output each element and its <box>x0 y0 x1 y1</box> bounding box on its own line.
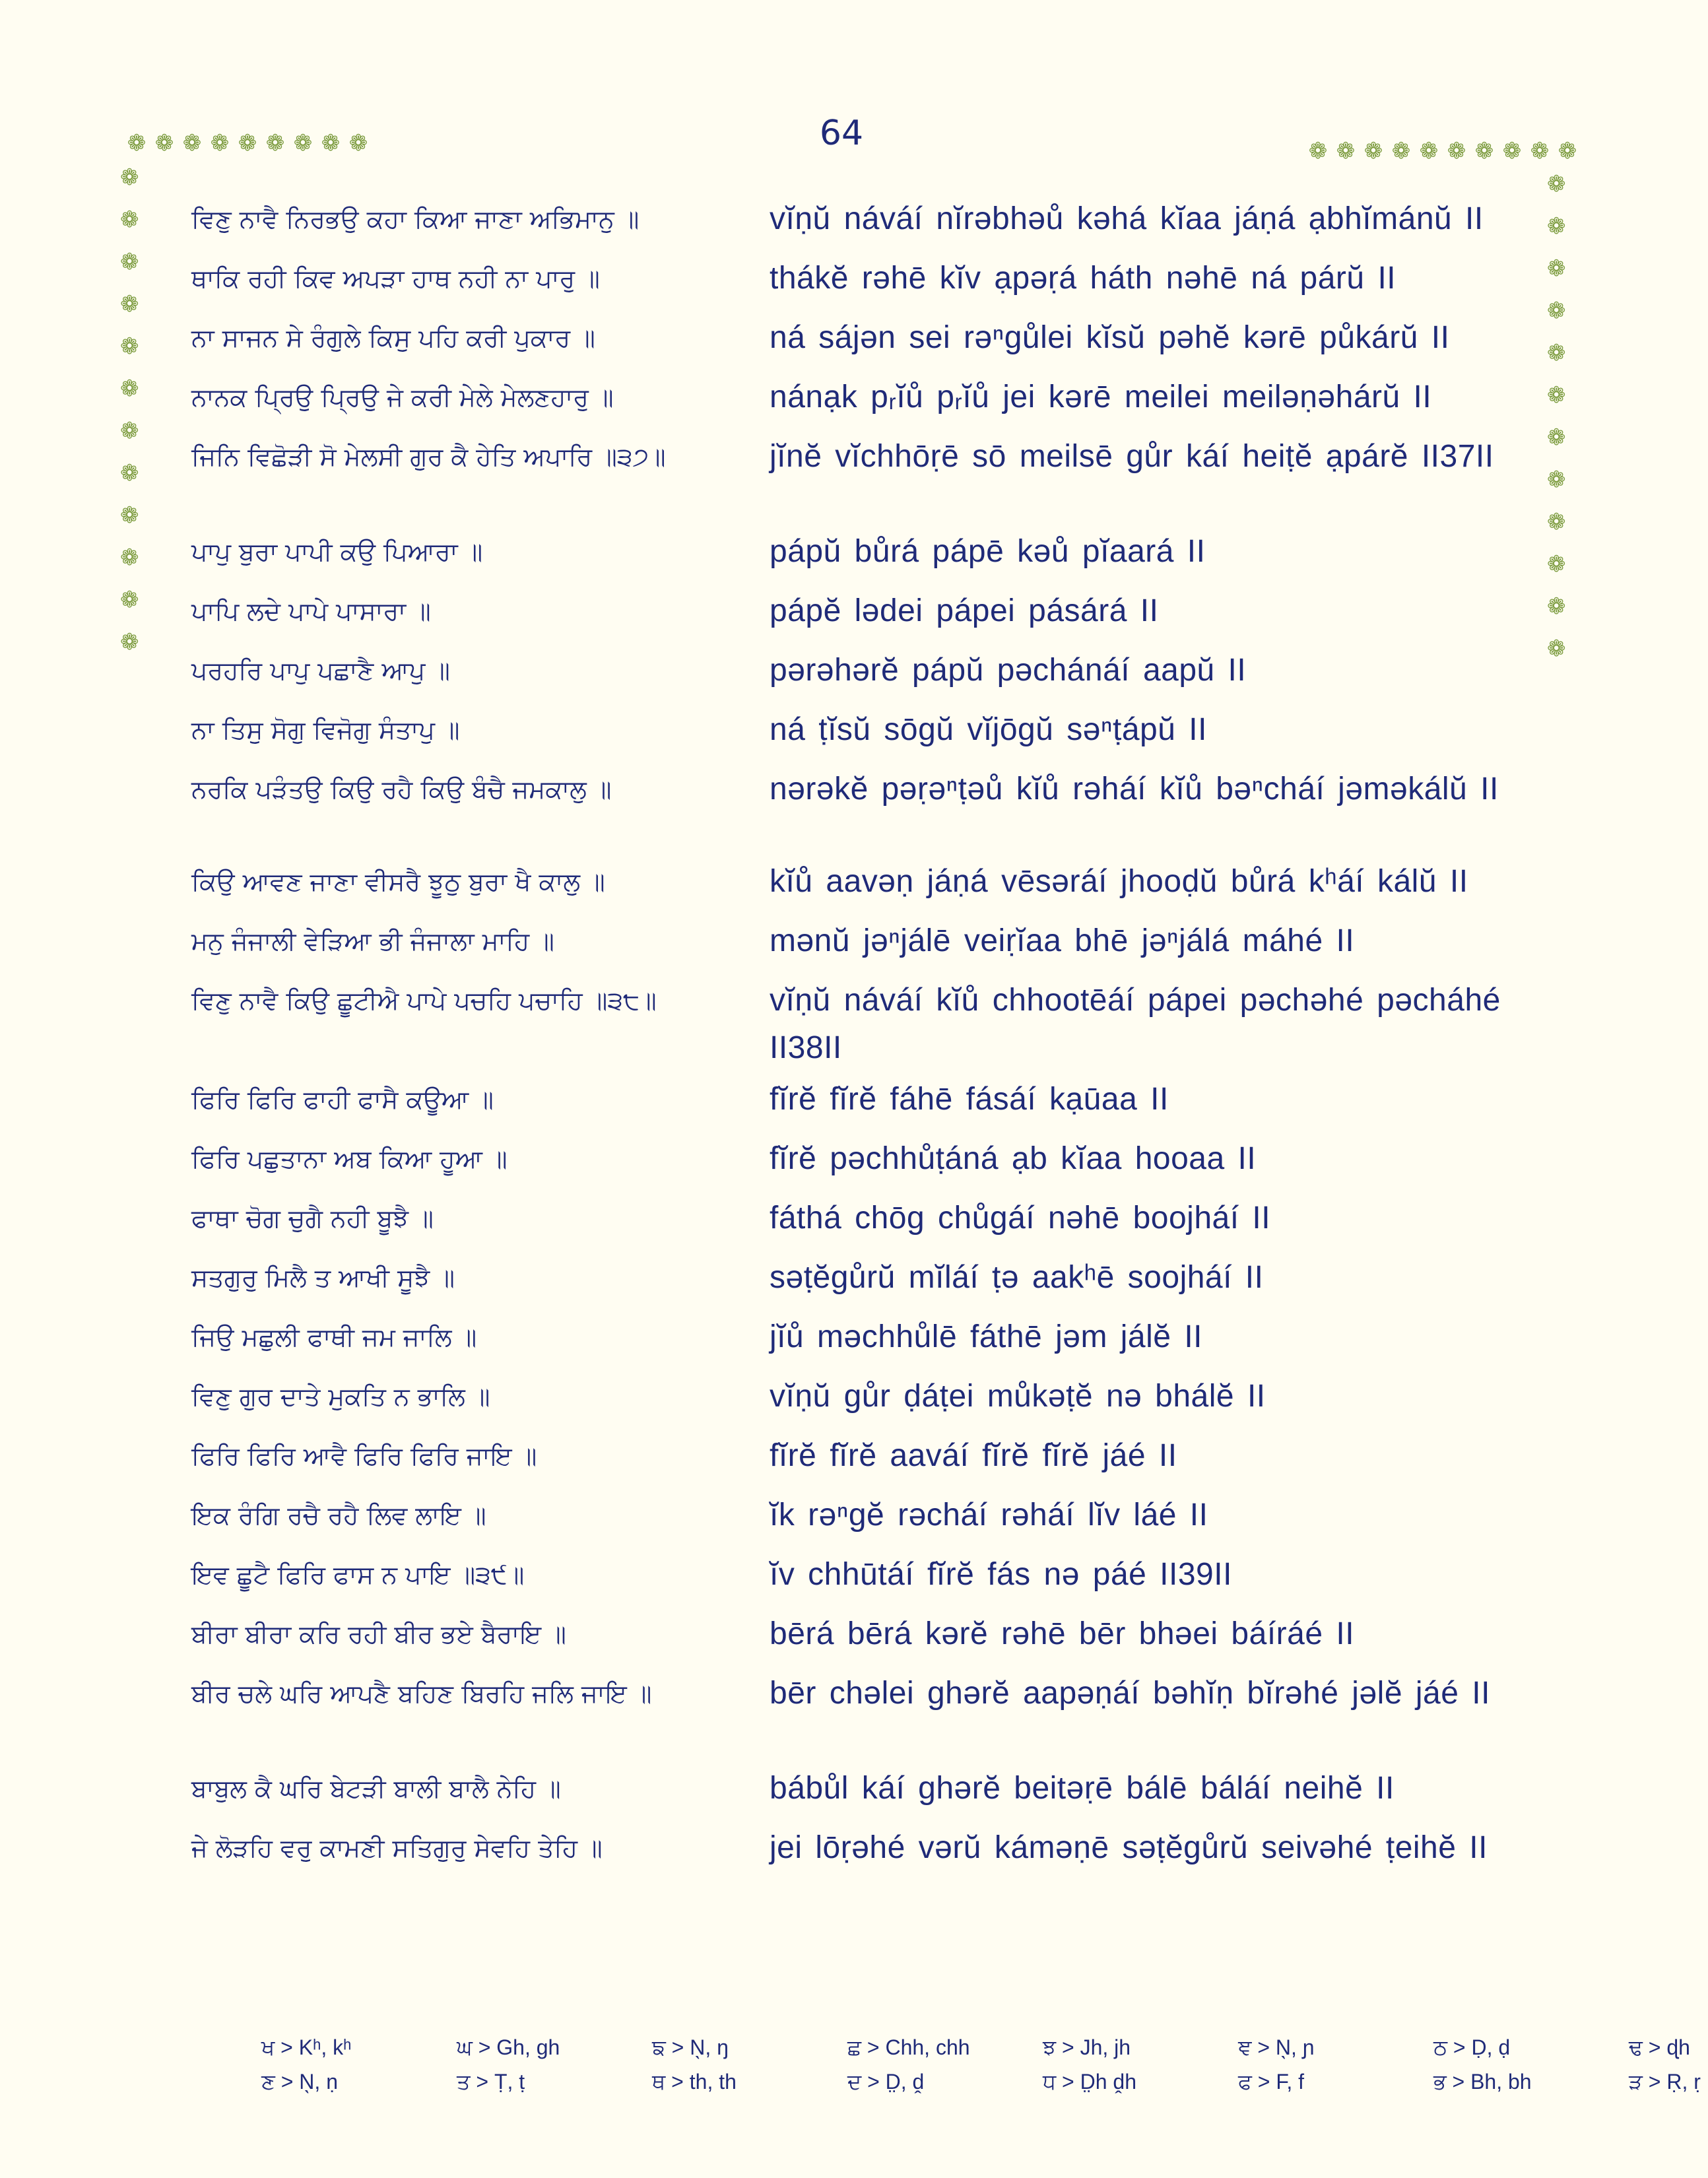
transliteration-text: vĭṇŭ náváí kĭů chhootēáí pápei pəchəhé pəcháhé II38II <box>770 983 1501 1065</box>
verse-line <box>191 1551 1518 1610</box>
flower-icon: ❁ <box>1547 509 1566 535</box>
flower-icon: ❁ <box>348 130 368 156</box>
key-entry: ੜ > Ṛ, ṛ <box>1629 2070 1701 2094</box>
gurmukhi-text: ਵਿਣੁ ਨਾਵੈ ਕਿਉ ਛੂਟੀਐ ਪਾਪੇ ਪਚਹਿ ਪਚਾਹਿ ॥੩੮॥ <box>191 986 657 1015</box>
verse-line <box>191 1076 1518 1135</box>
verse-table <box>191 195 1518 1919</box>
key-entry: ਧ > D̤h ḓh <box>1043 2070 1137 2094</box>
flower-icon: ❁ <box>1474 138 1494 164</box>
verse-line <box>191 1254 1518 1313</box>
verse-line <box>191 1824 1518 1919</box>
gurmukhi-text: ਜਿਉ ਮਛੁਲੀ ਫਾਥੀ ਜਮ ਜਾਲਿ ॥ <box>191 1323 477 1352</box>
flower-icon: ❁ <box>120 629 139 655</box>
gurmukhi-text: ਸਤਗੁਰੁ ਮਿਲੈ ਤ ਆਖੀ ਸੂਝੈ ॥ <box>191 1263 455 1292</box>
transliteration-text: pərəhərĕ pápŭ pəchánáí aapŭ II <box>770 653 1247 688</box>
flower-icon: ❁ <box>127 130 147 156</box>
verse-line <box>191 706 1518 766</box>
flower-icon: ❁ <box>1502 138 1522 164</box>
flower-icon: ❁ <box>265 130 285 156</box>
gurmukhi-text: ਫਿਰਿ ਫਿਰਿ ਆਵੈ ਫਿਰਿ ਫਿਰਿ ਜਾਇ ॥ <box>191 1441 537 1470</box>
flower-icon: ❁ <box>1547 298 1566 324</box>
flower-icon: ❁ <box>210 130 230 156</box>
gurmukhi-text: ਫਿਰਿ ਫਿਰਿ ਫਾਹੀ ਫਾਸੈ ਕਊਆ ॥ <box>191 1085 494 1114</box>
gurmukhi-text: ਵਿਣੁ ਗੁਰ ਦਾਤੇ ਮੁਕਤਿ ਨ ਭਾਲਿ ॥ <box>191 1382 490 1411</box>
transliteration-text: fáthá chōg chůgáí nəhē boojháí II <box>770 1201 1271 1236</box>
verse-line <box>191 195 1518 255</box>
key-row <box>261 2030 1708 2064</box>
flower-icon: ❁ <box>120 249 139 275</box>
flower-icon: ❁ <box>120 376 139 402</box>
flower-icon: ❁ <box>120 587 139 613</box>
key-row <box>261 2064 1708 2099</box>
key-entry: ਙ > N̖, ŋ <box>652 2035 729 2059</box>
flower-icon: ❁ <box>1391 138 1411 164</box>
transliteration-text: ná sájən sei rəⁿgůlei kĭsŭ pəhĕ kərē půkárŭ II <box>770 320 1450 355</box>
verse-line <box>191 587 1518 647</box>
key-entry: ਛ > Chh, chh <box>847 2035 970 2059</box>
transliteration-text: pápŭ bůrá pápē kəů pĭaará II <box>770 534 1206 569</box>
transliteration-text: pápĕ lədei pápei pásárá II <box>770 593 1159 628</box>
gurmukhi-text: ਜਿਨਿ ਵਿਛੋੜੀ ਸੋ ਮੇਲਸੀ ਗੁਰ ਕੈ ਹੇਤਿ ਅਪਾਰਿ ॥੩੭॥ <box>191 442 666 471</box>
transliteration-text: jĭnĕ vĭchhōṛē sō meilsē gůr káí heiṭĕ ạpárĕ II37II <box>770 439 1494 474</box>
verse-line <box>191 1765 1518 1824</box>
ornament-top-right <box>1304 140 1581 162</box>
flower-icon: ❁ <box>1336 138 1356 164</box>
gurmukhi-text: ਜੇ ਲੋੜਹਿ ਵਰੁ ਕਾਮਣੀ ਸਤਿਗੁਰੁ ਸੇਵਹਿ ਤੇਹਿ ॥ <box>191 1833 603 1863</box>
gurmukhi-text: ਨਾ ਸਾਜਨ ਸੇ ਰੰਗੁਲੇ ਕਿਸੁ ਪਹਿ ਕਰੀ ਪੁਕਾਰ ॥ <box>191 323 595 352</box>
flower-icon: ❁ <box>293 130 313 156</box>
flower-icon: ❁ <box>1547 636 1566 662</box>
verse-line <box>191 433 1518 528</box>
transliteration-text: bēr chəlei ghərĕ aapəṇáí bəhĭṇ bĭrəhé jəlĕ jáé II <box>770 1676 1490 1711</box>
flower-icon: ❁ <box>321 130 341 156</box>
transliteration-key <box>261 2030 1708 2099</box>
flower-icon: ❁ <box>1547 593 1566 620</box>
page-number: 64 <box>819 114 864 153</box>
gurmukhi-text: ਪਾਪੁ ਬੁਰਾ ਪਾਪੀ ਕਉ ਪਿਆਰਾ ॥ <box>191 537 483 566</box>
key-entry: ਣ > N̖, ṇ <box>261 2070 338 2094</box>
gurmukhi-text: ਕਿਉ ਆਵਣ ਜਾਣਾ ਵੀਸਰੈ ਝੂਠੁ ਬੁਰਾ ਖੈ ਕਾਲੁ ॥ <box>191 867 605 896</box>
key-entry: ਖ > Kʰ, kʰ <box>261 2035 352 2059</box>
transliteration-text: nánạk pᵣĭů pᵣĭů jei kərē meilei meiləṇəhárŭ II <box>770 380 1432 414</box>
transliteration-text: ĭv chhūtáí fĭrĕ fás nə páé II39II <box>770 1557 1232 1592</box>
key-entry: ਥ > th, th <box>652 2070 737 2094</box>
gurmukhi-text: ਨਰਕਿ ਪੜੰਤਉ ਕਿਉ ਰਹੈ ਕਿਉ ਬੰਚੈ ਜਮਕਾਲੁ ॥ <box>191 775 612 804</box>
verse-line <box>191 314 1518 374</box>
transliteration-text: mənŭ jəⁿjálē veiṛĭaa bhē jəⁿjálá máhé II <box>770 923 1355 958</box>
flower-icon: ❁ <box>120 333 139 360</box>
ornament-right <box>1547 173 1566 680</box>
flower-icon: ❁ <box>1547 382 1566 409</box>
verse-line <box>191 647 1518 706</box>
flower-icon: ❁ <box>1547 424 1566 451</box>
flower-icon: ❁ <box>1547 340 1566 366</box>
key-entry: ਤ > Ṭ, ṭ <box>457 2070 525 2094</box>
flower-icon: ❁ <box>1547 255 1566 282</box>
flower-icon: ❁ <box>1547 171 1566 197</box>
transliteration-text: jei lōṛəhé vərŭ káməṇē səṭĕgůrŭ seivəhé ṭeihĕ II <box>770 1830 1488 1865</box>
transliteration-text: nərəkĕ pəṛəⁿṭəů kĭů rəháí kĭů bəⁿcháí jəməkálŭ II <box>770 772 1499 807</box>
verse-line <box>191 1135 1518 1195</box>
flower-icon: ❁ <box>182 130 202 156</box>
verse-line <box>191 528 1518 587</box>
flower-icon: ❁ <box>1547 213 1566 240</box>
verse-line <box>191 1432 1518 1492</box>
key-entry: ਝ > Jh, jh <box>1043 2035 1131 2059</box>
verse-line <box>191 1492 1518 1551</box>
transliteration-text: kĭů aavəṇ jáṇá vēsəráí jhooḍŭ bůrá kʰáí kálŭ II <box>770 864 1468 899</box>
transliteration-text: fĭrĕ fĭrĕ fáhē fásáí kạūaa II <box>770 1082 1169 1117</box>
flower-icon: ❁ <box>120 418 139 444</box>
key-entry: ਞ > N̖, ɲ <box>1238 2035 1315 2059</box>
verse-line <box>191 255 1518 314</box>
transliteration-text: bērá bērá kərĕ rəhē bēr bhəei báíráé II <box>770 1616 1355 1651</box>
transliteration-text: bábůl káí ghərĕ beitəṛē bálē báláí neihĕ II <box>770 1771 1395 1806</box>
flower-icon: ❁ <box>1419 138 1439 164</box>
gurmukhi-text: ਪਾਪਿ ਲਦੇ ਪਾਪੇ ਪਾਸਾਰਾ ॥ <box>191 597 431 626</box>
transliteration-text: thákĕ rəhē kĭv ạpəṛá háth nəhē ná párŭ II <box>770 261 1396 296</box>
gurmukhi-text: ਨਾਨਕ ਪ੍ਰਿਉ ਪ੍ਰਿਉ ਜੇ ਕਰੀ ਮੇਲੇ ਮੇਲਣਹਾਰੁ ॥ <box>191 383 614 412</box>
flower-icon: ❁ <box>120 460 139 486</box>
verse-line <box>191 917 1518 977</box>
key-entry: ਘ > Gh, gh <box>457 2035 560 2059</box>
flower-icon: ❁ <box>1547 551 1566 578</box>
ornament-top-left <box>123 132 372 154</box>
gurmukhi-text: ਮਨੁ ਜੰਜਾਲੀ ਵੇੜਿਆ ਭੀ ਜੰਜਾਲਾ ਮਾਹਿ ॥ <box>191 927 554 956</box>
flower-icon: ❁ <box>1447 138 1466 164</box>
flower-icon: ❁ <box>238 130 257 156</box>
verse-line <box>191 1373 1518 1432</box>
gurmukhi-text: ਫਾਥਾ ਚੋਗ ਚੁਗੈ ਨਹੀ ਬੂਝੈ ॥ <box>191 1204 434 1233</box>
key-entry: ਭ > Bh, bh <box>1433 2070 1532 2094</box>
flower-icon: ❁ <box>120 544 139 571</box>
gurmukhi-text: ਬਾਬੁਲ ਕੈ ਘਰਿ ਬੇਟੜੀ ਬਾਲੀ ਬਾਲੈ ਨੇਹਿ ॥ <box>191 1774 561 1803</box>
gurmukhi-text: ਵਿਣੁ ਨਾਵੈ ਨਿਰਭਉ ਕਹਾ ਕਿਆ ਜਾਣਾ ਅਭਿਮਾਨੁ ॥ <box>191 205 640 234</box>
verse-line <box>191 766 1518 858</box>
gurmukhi-text: ਬੀਰ ਚਲੇ ਘਰਿ ਆਪਣੈ ਬਹਿਣ ਬਿਰਹਿ ਜਲਿ ਜਾਇ ॥ <box>191 1679 652 1708</box>
ornament-left <box>120 166 139 673</box>
transliteration-text: fĭrĕ fĭrĕ aaváí fĭrĕ fĭrĕ jáé II <box>770 1438 1177 1473</box>
transliteration-text: ĭk rəⁿgĕ rəcháí rəháí lĭv láé II <box>770 1498 1208 1533</box>
key-entry: ਠ > Ḍ, ḍ <box>1433 2035 1511 2059</box>
gurmukhi-text: ਪਰਹਰਿ ਪਾਪੁ ਪਛਾਣੈ ਆਪੁ ॥ <box>191 656 450 685</box>
flower-icon: ❁ <box>120 502 139 529</box>
gurmukhi-text: ਇਕ ਰੰਗਿ ਰਚੈ ਰਹੈ ਲਿਵ ਲਾਇ ॥ <box>191 1501 486 1530</box>
gurmukhi-text: ਥਾਕਿ ਰਹੀ ਕਿਵ ਅਪੜਾ ਹਾਥ ਨਹੀ ਨਾ ਪਾਰੁ ॥ <box>191 264 600 293</box>
key-entry: ਫ > F, f <box>1238 2070 1305 2094</box>
gurmukhi-text: ਬੀਰਾ ਬੀਰਾ ਕਰਿ ਰਹੀ ਬੀਰ ਭਏ ਬੈਰਾਇ ॥ <box>191 1620 566 1649</box>
transliteration-text: fĭrĕ pəchhůṭáná ạb kĭaa hooaa II <box>770 1141 1257 1176</box>
flower-icon: ❁ <box>120 207 139 233</box>
transliteration-text: jĭů məchhůlē fáthē jəm jálĕ II <box>770 1319 1202 1354</box>
key-entry: ਢ > ɖh <box>1629 2035 1690 2059</box>
verse-line <box>191 977 1518 1076</box>
verse-line <box>191 1670 1518 1765</box>
flower-icon: ❁ <box>120 291 139 317</box>
gurmukhi-text: ਨਾ ਤਿਸੁ ਸੋਗੁ ਵਿਜੋਗੁ ਸੰਤਾਪੁ ॥ <box>191 715 460 744</box>
flower-icon: ❁ <box>1558 138 1577 164</box>
flower-icon: ❁ <box>1530 138 1550 164</box>
verse-line <box>191 1195 1518 1254</box>
flower-icon: ❁ <box>154 130 174 156</box>
flower-icon: ❁ <box>120 164 139 191</box>
verse-line <box>191 1313 1518 1373</box>
flower-icon: ❁ <box>1547 467 1566 493</box>
verse-line <box>191 858 1518 917</box>
transliteration-text: ná ṭĭsŭ sōgŭ vĭjōgŭ səⁿṭápŭ II <box>770 712 1207 747</box>
verse-line <box>191 1610 1518 1670</box>
transliteration-text: səṭĕgůrŭ mĭláí ṭə aakʰē soojháí II <box>770 1260 1264 1295</box>
transliteration-text: vĭṇŭ náváí nĭrəbhəů kəhá kĭaa jáṇá ạbhĭmánŭ II <box>770 201 1484 236</box>
transliteration-text: vĭṇŭ gůr ḍáṭei můkəṭĕ nə bhálĕ II <box>770 1379 1266 1414</box>
gurmukhi-text: ਫਿਰਿ ਪਛੁਤਾਨਾ ਅਬ ਕਿਆ ਹੂਆ ॥ <box>191 1144 508 1173</box>
verse-line <box>191 374 1518 433</box>
flower-icon: ❁ <box>1308 138 1328 164</box>
flower-icon: ❁ <box>1363 138 1383 164</box>
gurmukhi-text: ਇਵ ਛੂਟੈ ਫਿਰਿ ਫਾਸ ਨ ਪਾਇ ॥੩੯॥ <box>191 1560 525 1589</box>
key-entry: ਦ > D̤, ḓ <box>847 2070 925 2094</box>
